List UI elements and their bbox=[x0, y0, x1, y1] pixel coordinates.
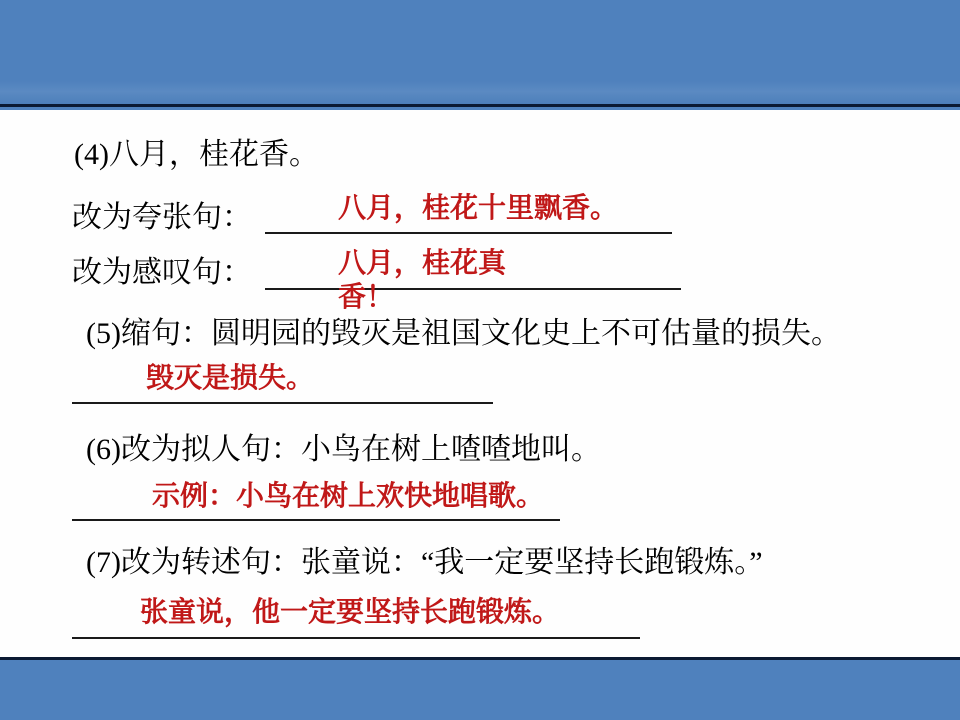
question-6-prompt: (6)改为拟人句：小鸟在树上喳喳地叫。 bbox=[86, 433, 601, 466]
bottom-banner bbox=[0, 657, 960, 720]
question-4-sub1-answer: 八月，桂花十里飘香。 bbox=[338, 193, 619, 224]
question-6-answer: 示例：小鸟在树上欢快地唱歌。 bbox=[152, 481, 545, 512]
question-5-prompt: (5)缩句：圆明园的毁灭是祖国文化史上不可估量的损失。 bbox=[86, 317, 841, 350]
answer-underline bbox=[265, 232, 672, 234]
question-4-prompt: (4)八月，桂花香。 bbox=[74, 138, 319, 171]
answer-underline bbox=[72, 637, 640, 639]
answer-underline bbox=[72, 402, 493, 404]
question-7-prompt: (7)改为转述句：张童说：“我一定要坚持长跑锻炼。” bbox=[86, 546, 763, 579]
question-5-answer: 毁灭是损失。 bbox=[146, 363, 315, 394]
question-7-answer: 张童说，他一定要坚持长跑锻炼。 bbox=[140, 597, 561, 628]
answer-underline bbox=[265, 288, 681, 290]
answer-underline bbox=[72, 519, 560, 521]
question-4-sub1-label: 改为夸张句： bbox=[72, 201, 252, 234]
top-banner bbox=[0, 0, 960, 107]
question-4-sub2-label: 改为感叹句： bbox=[72, 256, 252, 289]
question-4-sub2-answer-line2: 香！ bbox=[338, 282, 395, 313]
slide-content bbox=[0, 110, 960, 657]
question-4-sub2-answer-line1: 八月，桂花真 bbox=[338, 248, 507, 279]
